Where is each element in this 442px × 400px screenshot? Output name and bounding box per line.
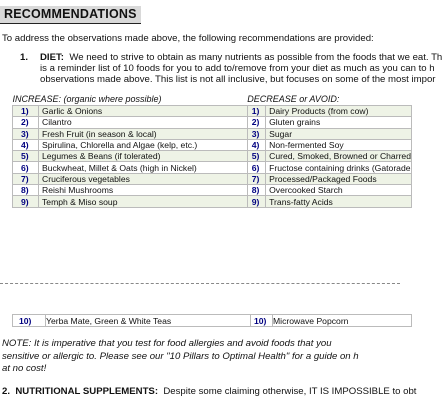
increase-item: Reishi Mushrooms — [39, 185, 248, 196]
note-line-3: at no cost! — [2, 363, 47, 374]
decrease-number: 8) — [247, 185, 265, 196]
table-row — [13, 315, 412, 327]
decrease-item: Sugar — [266, 128, 412, 139]
increase-item: Spirulina, Chlorella and Algae (kelp, etc.) — [39, 139, 248, 150]
table-row — [13, 139, 412, 150]
decrease-number: 1) — [247, 106, 265, 117]
increase-item: Fresh Fruit (in season & local) — [39, 128, 248, 139]
page-break-line — [0, 283, 400, 285]
note-line-2: sensitive or allergic to. Please see our "10 Pillars to Optimal Health" for a guide on h — [2, 350, 359, 362]
decrease-number: 2) — [247, 117, 265, 128]
increase-number: 9) — [13, 196, 39, 207]
decrease-number: 6) — [247, 162, 265, 173]
increase-number: 4) — [13, 139, 39, 150]
increase-item: Cilantro — [39, 117, 248, 128]
increase-item: Cruciferous vegetables — [39, 173, 248, 184]
food-recommendation-table — [12, 93, 412, 208]
decrease-item: Fructose containing drinks (Gatorade — [266, 162, 412, 173]
decrease-item: Microwave Popcorn — [273, 315, 412, 327]
intro-paragraph: To address the observations made above, the following recommendations are provided: — [2, 33, 374, 44]
decrease-number: 7) — [247, 173, 265, 184]
supplements-paragraph — [2, 386, 416, 397]
supplements-label: NUTRITIONAL SUPPLEMENTS: — [15, 386, 159, 397]
increase-number: 10) — [13, 315, 46, 327]
decrease-item: Dairy Products (from cow) — [266, 106, 412, 117]
table-header-row — [13, 93, 412, 106]
decrease-item: Non-fermented Soy — [266, 139, 412, 150]
increase-item: Temph & Miso soup — [39, 196, 248, 207]
increase-header: INCREASE: (organic where possible) — [12, 94, 162, 104]
diet-line-2: is a reminder list of 10 foods for you to add to/remove from your diet as much as you can to h — [40, 63, 435, 74]
decrease-item: Overcooked Starch — [266, 185, 412, 196]
increase-number: 6) — [13, 162, 39, 173]
supplements-text: Despite some claiming otherwise, IT IS IMPOSSIBLE to obt — [163, 386, 417, 397]
increase-number: 1) — [13, 106, 39, 117]
decrease-item: Processed/Packaged Foods — [266, 173, 412, 184]
diet-text-1: We need to strive to obtain as many nutrients as possible from the foods that we eat. Th — [69, 52, 442, 63]
section-heading: RECOMMENDATIONS — [4, 7, 137, 21]
table-row — [13, 185, 412, 196]
table-row — [13, 151, 412, 162]
decrease-item: Cured, Smoked, Browned or Charred — [266, 151, 412, 162]
decrease-number: 3) — [247, 128, 265, 139]
decrease-number: 4) — [247, 139, 265, 150]
decrease-number: 9) — [247, 196, 265, 207]
decrease-item: Gluten grains — [266, 117, 412, 128]
decrease-item: Trans-fatty Acids — [266, 196, 412, 207]
table-row — [13, 117, 412, 128]
diet-number: 1. — [20, 52, 29, 63]
increase-item: Yerba Mate, Green & White Teas — [46, 315, 251, 327]
diet-line-3: observations made above. This list is not all inclusive, but focuses on some of the most impor — [40, 74, 436, 85]
diet-line-1 — [20, 52, 442, 63]
table-row — [13, 128, 412, 139]
table-row — [13, 173, 412, 184]
table-row — [13, 162, 412, 173]
increase-number: 5) — [13, 151, 39, 162]
increase-item: Garlic & Onions — [39, 106, 248, 117]
diet-label: DIET: — [40, 52, 64, 63]
note-line-1: NOTE: It is imperative that you test for food allergies and avoid foods that you — [2, 338, 332, 349]
food-table-continued — [12, 314, 412, 327]
table-row — [13, 196, 412, 207]
decrease-number: 10) — [251, 315, 273, 327]
supplements-number: 2. — [2, 386, 11, 397]
increase-number: 8) — [13, 185, 39, 196]
allergy-note — [2, 338, 359, 376]
diet-paragraph — [20, 52, 442, 85]
increase-item: Legumes & Beans (if tolerated) — [39, 151, 248, 162]
increase-item: Buckwheat, Millet & Oats (high in Nickel) — [39, 162, 248, 173]
table-row — [13, 106, 412, 117]
decrease-number: 5) — [247, 151, 265, 162]
increase-number: 2) — [13, 117, 39, 128]
increase-number: 7) — [13, 173, 39, 184]
decrease-header: DECREASE or AVOID: — [247, 94, 340, 104]
increase-number: 3) — [13, 128, 39, 139]
